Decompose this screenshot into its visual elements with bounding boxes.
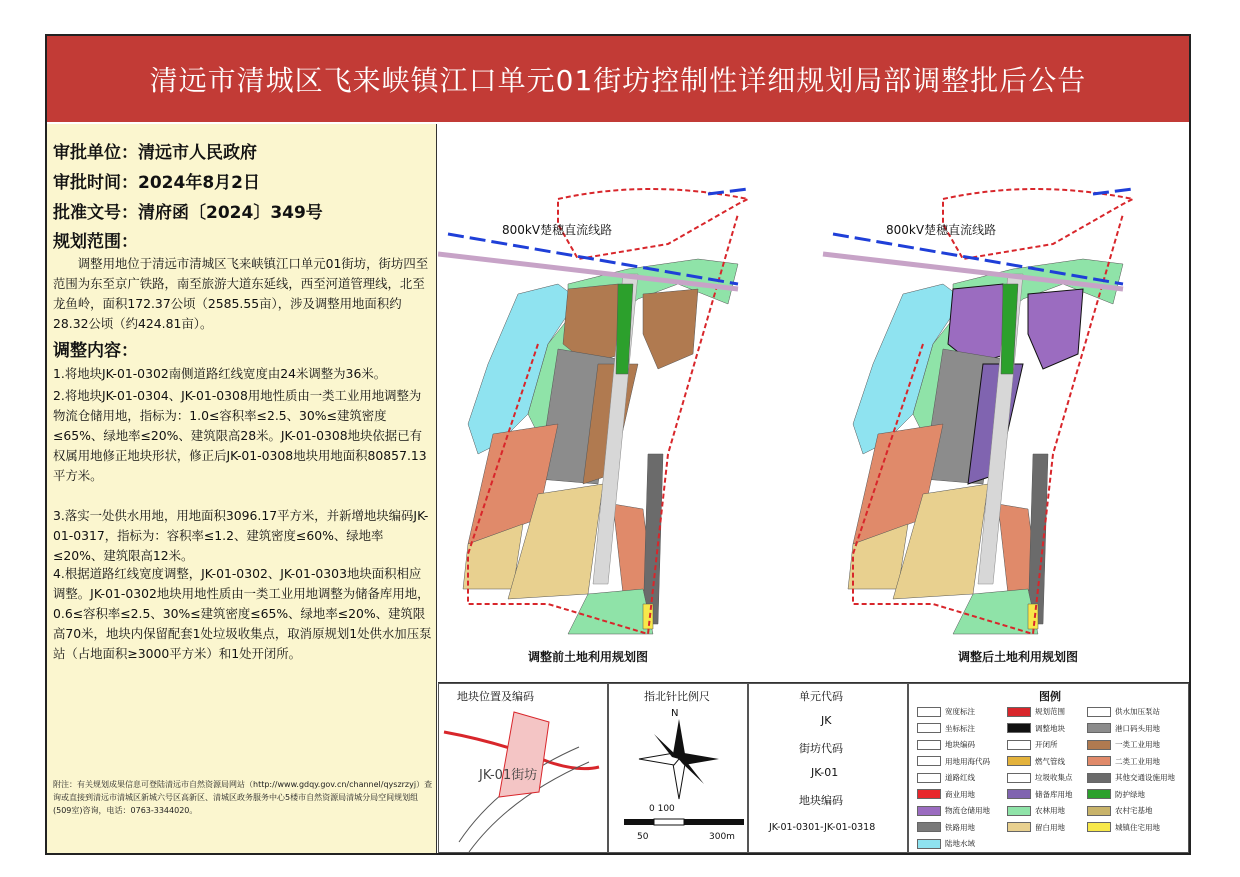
codes-cell (748, 683, 908, 853)
legend-label: 商业用地 (945, 789, 975, 799)
adjust-item-3: 3.落实一处供水用地，用地面积3096.17平方米，并新增地块编码JK-01-0317，指标为：容积率≤1.2、建筑密度≤60%、绿地率≤20%、建筑限高12米。 (53, 508, 429, 563)
legend-label: 港口码头用地 (1115, 723, 1160, 733)
legend-item (1087, 739, 1160, 750)
approval-doc: 批准文号：清府函〔2024〕349号 (53, 203, 323, 223)
legend-swatch (1007, 723, 1031, 733)
compass-icon (609, 714, 749, 804)
legend-item (1087, 789, 1145, 800)
legend-label: 农林用地 (1035, 806, 1065, 815)
map-before (438, 189, 748, 634)
legend-swatch (917, 822, 941, 832)
before-caption: 调整前土地利用规划图 (528, 650, 649, 664)
scale-top: 0 100 (649, 804, 675, 814)
legend-label: 垃圾收集点 (1035, 773, 1073, 782)
legend-label: 城镇住宅用地 (1115, 822, 1160, 832)
legend-swatch (917, 839, 941, 849)
legend-label: 宽度标注 (945, 707, 975, 716)
legend-swatch (1087, 822, 1111, 832)
legend-swatch (1087, 707, 1111, 717)
legend-label: 防护绿地 (1115, 789, 1145, 799)
legend-item (1007, 822, 1065, 833)
parcel-code-header: 地块编码 (799, 794, 843, 807)
legend-label: 开闭所 (1035, 740, 1058, 749)
legend-label: 燃气管线 (1035, 756, 1065, 766)
legend-item (917, 723, 975, 734)
legend-label: 用地用海代码 (945, 756, 990, 766)
location-label: JK-01街坊 (479, 768, 538, 783)
legend-item (1007, 706, 1065, 717)
unit-code-header: 单元代码 (799, 690, 843, 703)
legend-item (1087, 805, 1153, 816)
block-code: JK-01 (811, 766, 839, 779)
footnote: 附注：有关规划成果信息可登陆清远市自然资源局网站（http://www.gdqy.gov.cn/channel/qyszrzyj）查询或直接到清远市清城区新城六号区高新区、清城区政务服务中心5楼市自然资源局清城分局空间规划组(509室)咨询，电话：0763-3344020。 (53, 780, 433, 815)
land-use-maps (438, 124, 1189, 682)
scale-bar (624, 817, 744, 829)
legend-item (1007, 789, 1073, 800)
legend-item (917, 706, 975, 717)
legend-label: 其他交通设施用地 (1115, 773, 1175, 782)
legend-label: 供水加压泵站 (1115, 707, 1160, 716)
location-header: 地块位置及编码 (457, 690, 534, 703)
legend-item (1087, 772, 1175, 783)
map-after (823, 189, 1133, 634)
legend-swatch (1007, 707, 1031, 717)
scope-text: 调整用地位于清远市清城区飞来峡镇江口单元01街坊，街坊四至范围为东至京广铁路，南至旅游大道东延线，西至河道管理线，北至龙鱼岭，面积172.37公顷（2585.55亩），涉及调整用地面积约28.32公顷（约424.81亩）。 (53, 256, 429, 331)
legend-label: 铁路用地 (945, 822, 975, 832)
after-caption: 调整后土地利用规划图 (958, 650, 1079, 664)
page-title: 清远市清城区飞来峡镇江口单元01街坊控制性详细规划局部调整批后公告 (47, 36, 1189, 122)
compass-header: 指北针比例尺 (644, 690, 710, 703)
legend-label: 道路红线 (945, 773, 975, 782)
legend-item (1007, 805, 1065, 816)
legend-label: 陆地水域 (945, 839, 975, 848)
legend-swatch (1007, 806, 1031, 816)
legend-swatch (1087, 756, 1111, 766)
legend-label: 坐标标注 (945, 723, 975, 733)
legend-item (917, 772, 975, 783)
legend-item (1007, 772, 1073, 783)
location-cell (438, 683, 608, 853)
legend-item (1007, 723, 1065, 734)
block-code-header: 街坊代码 (799, 742, 843, 755)
legend-label: 留白用地 (1035, 822, 1065, 832)
legend-label: 规划范围 (1035, 707, 1065, 716)
left-info-panel (47, 124, 437, 853)
unit-code: JK (821, 714, 832, 727)
legend-swatch (1087, 740, 1111, 750)
scale-mid: 50 (637, 832, 649, 842)
legend-swatch (1007, 773, 1031, 783)
adjust-item-2: 2.将地块JK-01-0304、JK-01-0308用地性质由一类工业用地调整为物流仓储用地，指标为：1.0≤容积率≤2.5、30%≤建筑密度≤65%、绿地率≤20%、建筑限高28米。JK-01-0308地块依据已有权属用地修正地块形状，修正后JK-01-0308地块用地面积80857.13平方米。 (53, 388, 427, 483)
line-label-before: 800kV楚穗直流线路 (502, 223, 613, 237)
legend-cell (908, 683, 1189, 853)
legend-swatch (917, 740, 941, 750)
legend-item (917, 805, 990, 816)
legend-swatch (917, 789, 941, 799)
legend-label: 储备库用地 (1035, 789, 1073, 799)
legend-label: 调整地块 (1035, 723, 1065, 733)
scale-end: 300m (709, 832, 735, 842)
legend-item (917, 838, 975, 849)
legend-swatch (1007, 789, 1031, 799)
compass-cell (608, 683, 748, 853)
adjust-item-4: 4.根据道路红线宽度调整，JK-01-0302、JK-01-0303地块面积相应调整。JK-01-0302地块用地性质由一类工业用地调整为储备库用地，0.6≤容积率≤2.5、30%≤建筑密度≤65%、绿地率≤20%、建筑限高70米，地块内保留配套1处垃圾收集点，取消原规划1处供水加压泵站（占地面积≥3000平方米）和1处开闭所。 (53, 566, 432, 661)
adjust-heading: 调整内容： (53, 341, 138, 361)
legend-swatch (1007, 756, 1031, 766)
approval-unit: 审批单位：清远市人民政府 (53, 143, 257, 163)
legend-label: 一类工业用地 (1115, 740, 1160, 749)
legend-label: 二类工业用地 (1115, 756, 1160, 766)
line-label-after: 800kV楚穗直流线路 (886, 223, 997, 237)
legend-swatch (917, 707, 941, 717)
legend-swatch (1007, 822, 1031, 832)
legend-label: 物流仓储用地 (945, 806, 990, 815)
legend-item (1087, 756, 1160, 767)
legend-item (1087, 723, 1160, 734)
legend-swatch (1087, 789, 1111, 799)
north-label: N (671, 708, 679, 719)
legend-swatch (1087, 723, 1111, 733)
info-block (438, 683, 1189, 853)
legend-item (917, 756, 990, 767)
legend-item (1007, 739, 1058, 750)
legend-label: 农村宅基地 (1115, 806, 1153, 815)
legend-item (1087, 706, 1160, 717)
legend-item (1087, 822, 1160, 833)
approval-date: 审批时间：2024年8月2日 (53, 173, 260, 193)
legend-item (1007, 756, 1065, 767)
legend-item (917, 822, 975, 833)
legend-header: 图例 (1039, 690, 1061, 703)
adjust-item-1: 1.将地块JK-01-0302南侧道路红线宽度由24米调整为36米。 (53, 366, 387, 381)
scope-heading: 规划范围： (53, 232, 138, 252)
legend-swatch (917, 756, 941, 766)
parcel-code: JK-01-0301-JK-01-0318 (769, 822, 876, 833)
legend-swatch (917, 773, 941, 783)
legend-item (917, 739, 975, 750)
map-area (438, 124, 1189, 683)
legend-item (917, 789, 975, 800)
legend-swatch (1087, 806, 1111, 816)
legend-swatch (917, 806, 941, 816)
legend-label: 地块编码 (945, 740, 975, 749)
legend-swatch (917, 723, 941, 733)
legend-swatch (1087, 773, 1111, 783)
legend-swatch (1007, 740, 1031, 750)
